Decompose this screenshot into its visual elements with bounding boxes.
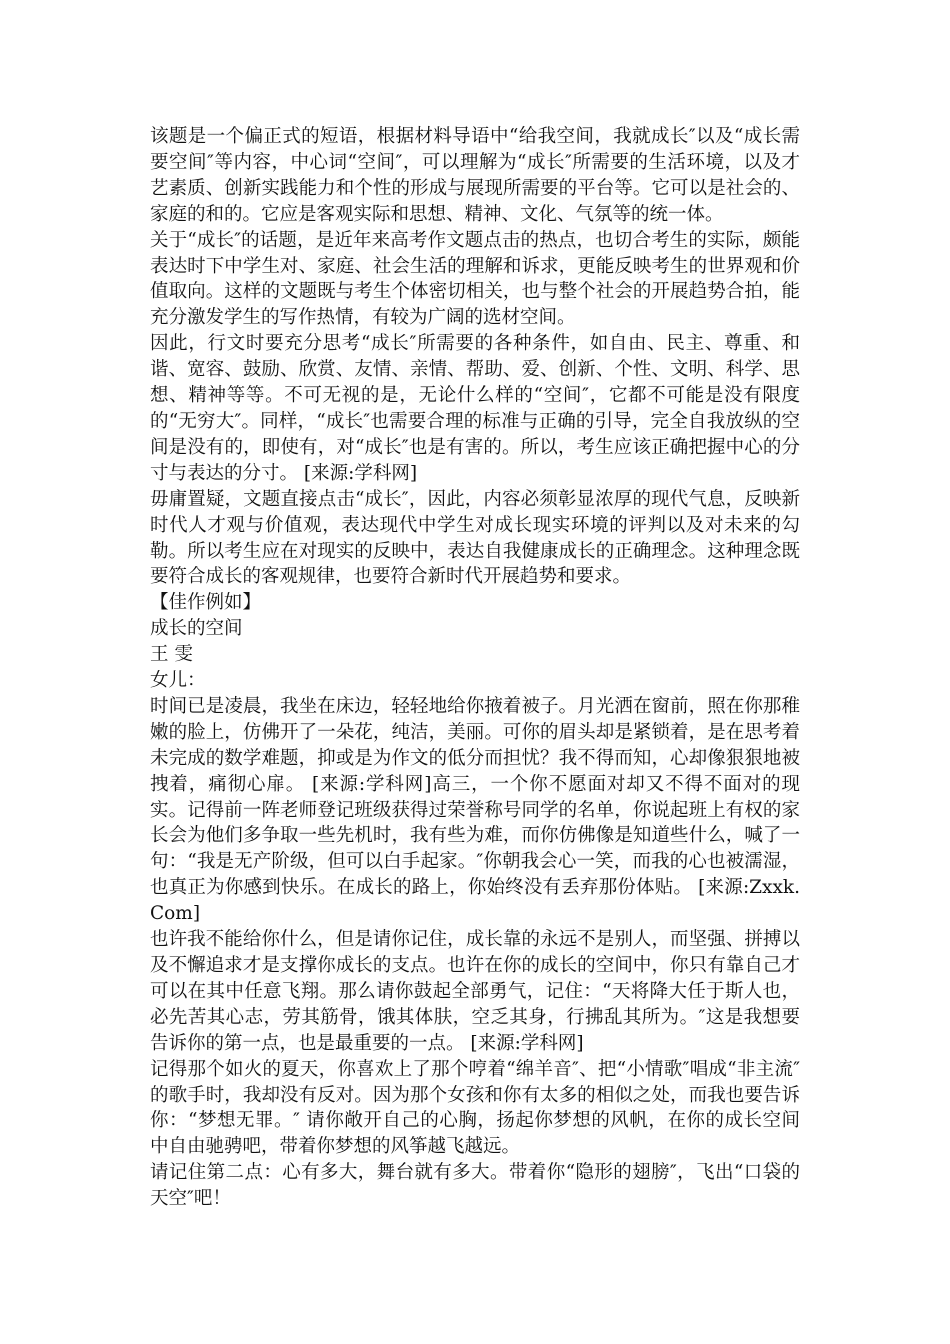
essay-author: 王 雯 (150, 644, 193, 666)
document-page (150, 124, 800, 1212)
essay-paragraph-2: 也许我不能给你什么，但是请你记住，成长靠的永远不是别人，而坚强、拼搏以及不懈追求才是支撑你成长的支点。也许在你的成长的空间中，你只有靠自己才可以在其中任意飞翔。那么请你鼓起全部勇气，记住：“天将降大任于斯人也，必先苦其心志，劳其筋骨，饿其体肤，空乏其身，行拂乱其所为。″这是我想要告诉你的第一点，也是最重要的一点。 [来源:学科网] (150, 929, 800, 1054)
essay-paragraph-1: 时间已是凌晨，我坐在床边，轻轻地给你掖着被子。月光洒在窗前，照在你那稚嫩的脸上，仿佛开了一朵花，纯洁，美丽。可你的眉头却是紧锁着，是在思考着未完成的数学难题，抑或是为作文的低分而担忧？我不得而知，心却像狠狠地被拽着，痛彻心扉。 [来源:学科网]高三，一个你不愿面对却又不得不面对的现实。记得前一阵老师登记班级获得过荣誉称号同学的名单，你说起班上有权的家长会为他们多争取一些先机时，我有些为难，而你仿佛像是知道些什么，喊了一句：“我是无产阶级，但可以白手起家。″你朝我会心一笑，而我的心也被濡湿，也真正为你感到快乐。在成长的路上，你始终没有丢弃那份体贴。 [来源:Zxxk.Com] (150, 695, 800, 925)
essay-title: 成长的空间 (150, 618, 243, 640)
section-heading: 【佳作例如】 (150, 592, 262, 614)
intro-paragraph-4: 毋庸置疑，文题直接点击“成长″，因此，内容必须彰显浓厚的现代气息，反映新时代人才观与价值观，表达现代中学生对成长现实环境的评判以及对未来的勾勒。所以考生应在对现实的反映中，表达自我健康成长的正确理念。这种理念既要符合成长的客观规律，也要符合新时代开展趋势和要求。 (150, 488, 800, 588)
essay-paragraph-4: 请记住第二点：心有多大，舞台就有多大。带着你“隐形的翅膀″，飞出“口袋的天空″吧！ (150, 1162, 800, 1210)
intro-paragraph-3: 因此，行文时要充分思考“成长″所需要的各种条件，如自由、民主、尊重、和谐、宽容、鼓励、欣赏、友情、亲情、帮助、爱、创新、个性、文明、科学、思想、精神等等。不可无视的是，无论什么样的“空间″，它都不可能是没有限度的“无穷大″。同样，“成长″也需要合理的标准与正确的引导，完全自我放纵的空间是没有的，即使有，对“成长″也是有害的。所以，考生应该正确把握中心的分寸与表达的分寸。 [来源:学科网] (150, 333, 800, 484)
intro-paragraph-2: 关于“成长″的话题，是近年来高考作文题点击的热点，也切合考生的实际，颇能表达时下中学生对、家庭、社会生活的理解和诉求，更能反映考生的世界观和价值取向。这样的文题既与考生个体密切相关，也与整个社会的开展趋势合拍，能充分激发学生的写作热情，有较为广阔的选材空间。 (150, 229, 800, 329)
essay-salutation: 女儿： (150, 670, 206, 692)
essay-paragraph-3: 记得那个如火的夏天，你喜欢上了那个哼着“绵羊音″、把“小情歌″唱成“非主流″的歌手时，我却没有反对。因为那个女孩和你有太多的相似之处，而我也要告诉你：“梦想无罪。″ 请你敞开自己的心胸，扬起你梦想的风帆，在你的成长空间中自由驰骋吧，带着你梦想的风筝越飞越远。 (150, 1058, 800, 1158)
intro-paragraph-1: 该题是一个偏正式的短语，根据材料导语中“给我空间，我就成长″以及“成长需要空间″等内容，中心词“空间″，可以理解为“成长″所需要的生活环境，以及才艺素质、创新实践能力和个性的形成与展现所需要的平台等。它可以是社会的、家庭的和的。它应是客观实际和思想、精神、文化、气氛等的统一体。 (150, 126, 800, 225)
